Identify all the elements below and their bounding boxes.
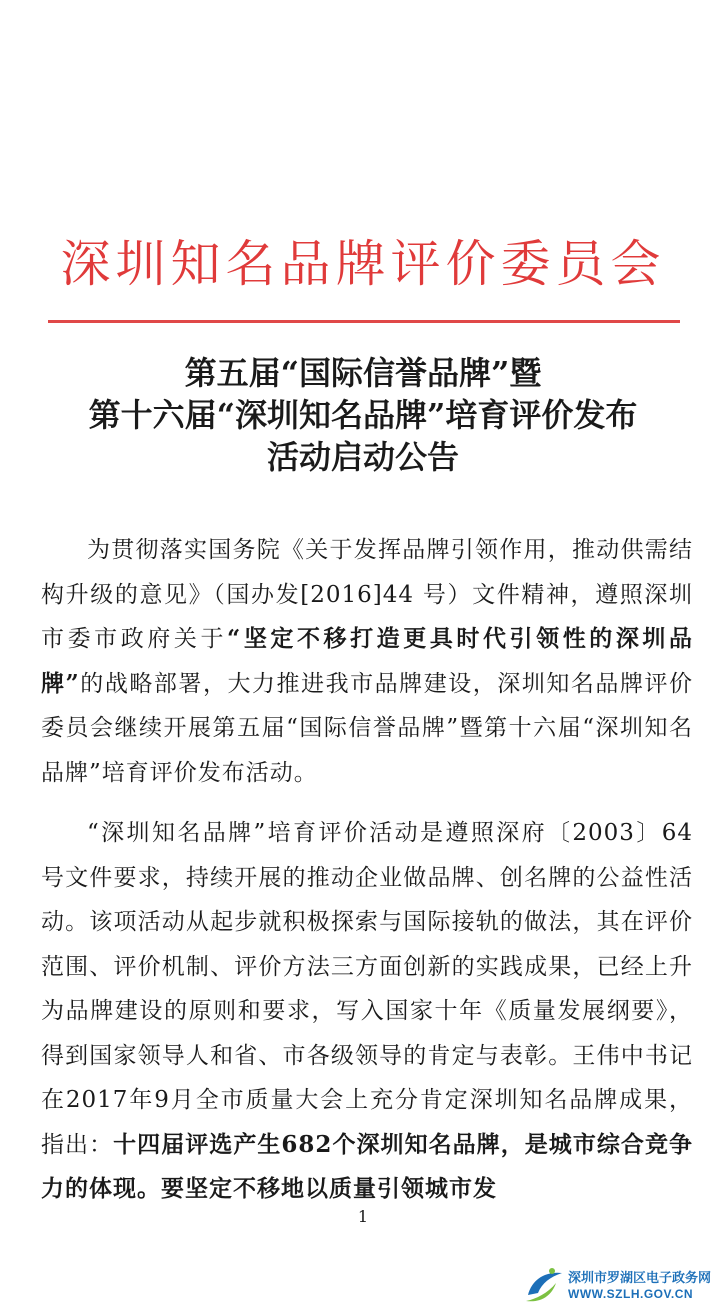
org-header: 深圳知名品牌评价委员会 — [60, 235, 666, 293]
paragraph-1 — [41, 528, 693, 795]
paragraph-1-text-b: 的战略部署，大力推进我市品牌建设，深圳知名品牌评价委员会继续开展第五届“国际信誉品牌”暨第十六届“深圳知名品牌”培育评价发布活动。 — [41, 670, 694, 786]
title-line-2: 第十六届“深圳知名品牌”培育评价发布 — [88, 396, 638, 434]
watermark-site-url[interactable]: WWW.SZLH.GOV.CN — [568, 1287, 694, 1301]
watermark-site-name: 深圳市罗湖区电子政务网 — [568, 1271, 712, 1286]
paragraph-2 — [41, 811, 693, 1212]
paragraph-1-bold: “坚定不移打造更具时代引领性的深圳品牌” — [41, 625, 693, 697]
title-line-1: 第五届“国际信誉品牌”暨 — [184, 354, 542, 392]
title-line-3: 活动启动公告 — [266, 438, 459, 476]
notice-body — [41, 528, 693, 1228]
paragraph-2-bold: 十四届评选产生682个深圳知名品牌，是城市综合竞争力的体现。要坚定不移地以质量引领城市发 — [41, 1130, 694, 1202]
szlh-logo-icon — [522, 1265, 566, 1305]
header-divider — [48, 320, 680, 323]
site-watermark[interactable] — [522, 1263, 722, 1307]
page-number: 1 — [357, 1207, 369, 1226]
paragraph-1-text-a: 为贯彻落实国务院《关于发挥品牌引领作用，推动供需结构升级的意见》（国办发[2016]44 号）文件精神，遵照深圳市委市政府关于 — [41, 537, 693, 652]
paragraph-2-text: “深圳知名品牌”培育评价活动是遵照深府〔2003〕64 号文件要求，持续开展的推动企业做品牌、创名牌的公益性活动。该项活动从起步就积极探索与国际接轨的做法，其在评价范围、评价机制、评价方法三方面创新的实践成果，已经上升为品牌建设的原则和要求，写入国家十年《质量发展纲要》，得到国家领导人和省、市各级领导的肯定与表彰。王伟中书记在2017年9月全市质量大会上充分肯定深圳知名品牌成果，指出： — [41, 820, 693, 1158]
notice-title — [0, 352, 726, 478]
